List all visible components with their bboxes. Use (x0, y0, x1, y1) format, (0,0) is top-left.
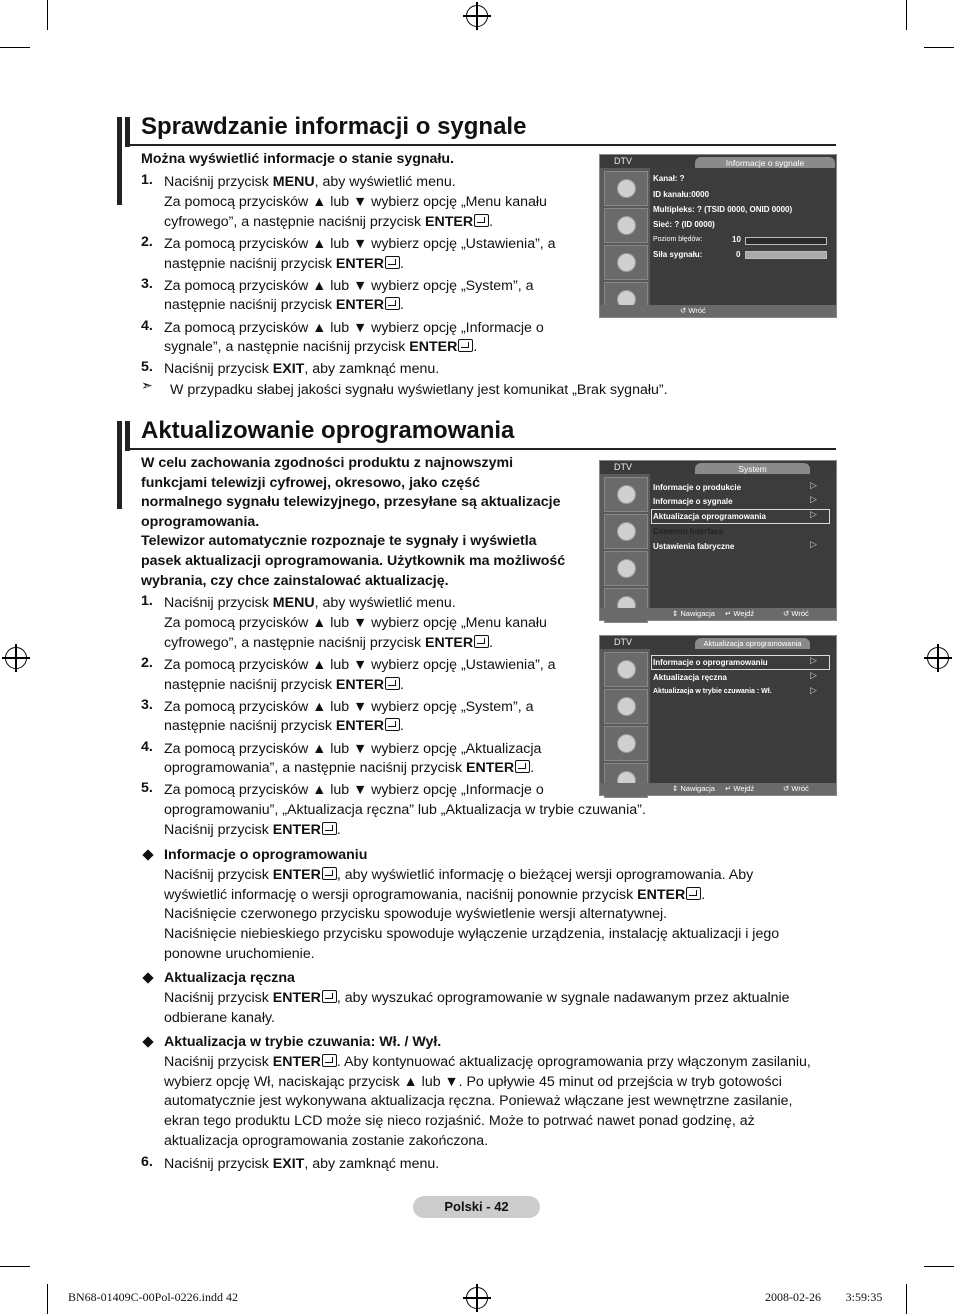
footer-date: 2008-02-26 ￿￿ 3:59:35 (765, 1290, 883, 1304)
key-name: EXIT (272, 361, 305, 378)
crop-mark (47, 1284, 48, 1314)
menu-tab: System (695, 463, 810, 474)
key-name: ENTER (466, 760, 515, 777)
text-line (164, 904, 667, 924)
step-number: 3. (141, 696, 153, 713)
text-span: Naciśnij przycisk (164, 174, 273, 190)
tv-screen-signal-info (599, 154, 837, 318)
crop-mark (906, 0, 907, 30)
back-hint: ↺ Wróć (783, 784, 809, 793)
text-span: Naciśnij przycisk (164, 1053, 273, 1070)
bullet-diamond-icon (142, 1036, 153, 1047)
key-name: ENTER (335, 676, 384, 693)
text-span: Za pomocą przycisków ▲ lub ▼ wybierz opcję „Ustawienia”, a (164, 235, 556, 252)
text-line (164, 885, 705, 905)
text-span: ekran tego produktu LCD może się nieco rozjaśnić. Może to potrwać nawet ponad godzinę, aż (164, 1113, 755, 1130)
footer-file: BN68-01409C-00Pol-0226.indd 42 (68, 1290, 239, 1304)
dtv-label: DTV (614, 637, 632, 647)
text-line (164, 337, 477, 357)
enter-key-icon (322, 990, 337, 1003)
text-span: . (530, 760, 535, 777)
intro-line: W celu zachowania zgodności produktu z najnowszymi (141, 455, 514, 471)
text-span: Naciśnij przycisk (164, 361, 273, 378)
text-span: Za pomocą przycisków ▲ lub ▼ wybierz opcję „Menu kanału (164, 614, 547, 631)
text-span: następnie naciśnij przycisk (164, 297, 336, 314)
arrow-right-icon: ▷ (810, 670, 817, 680)
text-span: oprogramowaniu”, „Aktualizacja ręczna” lub „Aktualizacja w trybie czuwania”. (164, 802, 646, 819)
text-line (164, 254, 404, 274)
enter-key-icon (322, 1054, 337, 1067)
text-span: cyfrowego”, a następnie naciśnij przycisk (164, 213, 426, 230)
key-name: ENTER (425, 634, 474, 651)
text-span: Naciśnij przycisk (164, 1156, 273, 1172)
text-span: Naciśnij przycisk (164, 866, 273, 883)
key-name: MENU (272, 174, 315, 190)
text-span: , aby wyświetlić menu. (314, 595, 456, 611)
text-span: ponowne uruchomienie. (164, 946, 315, 962)
text-span: Naciśnij przycisk (164, 989, 273, 1006)
channel-icon (604, 171, 648, 206)
page-number: Polski - 42 (413, 1196, 540, 1218)
menu-item[interactable]: Informacje o sygnale (653, 497, 733, 506)
text-line (164, 295, 404, 315)
text-span: następnie naciśnij przycisk (164, 255, 336, 272)
step-number: 1. (141, 172, 153, 188)
registration-mark-icon (5, 647, 27, 669)
back-hint: ↺ Wróć (680, 306, 706, 315)
text-line (164, 1131, 488, 1151)
text-line (164, 800, 646, 820)
signal-strength-value: 0 (736, 250, 741, 259)
info-row: Multipleks: ? (TSID 0000, ONID 0000) (653, 205, 793, 214)
text-span: następnie naciśnij przycisk (164, 718, 336, 735)
enter-key-icon (322, 867, 337, 880)
setup-icon (604, 726, 648, 761)
text-span: . (400, 676, 404, 693)
text-line (164, 276, 534, 296)
step-number: 2. (141, 233, 153, 250)
key-name: ENTER (335, 718, 384, 735)
arrow-right-icon: ▷ (810, 655, 817, 665)
key-name: ENTER (335, 255, 384, 272)
channel-icon (604, 652, 648, 687)
key-name: ENTER (272, 989, 321, 1006)
key-name: ENTER (409, 339, 458, 356)
setup-icon (604, 245, 648, 280)
menu-item[interactable]: Informacje o oprogramowaniu (653, 658, 768, 667)
text-span: Za pomocą przycisków ▲ lub ▼ wybierz opcję „Aktualizacja (164, 740, 542, 757)
heading-bar (125, 421, 130, 451)
text-line (164, 865, 753, 885)
text-span: cyfrowego”, a następnie naciśnij przycisk (164, 634, 426, 651)
key-name: ENTER (335, 297, 384, 314)
text-line (164, 192, 547, 212)
arrow-right-icon: ▷ (810, 685, 817, 695)
back-hint: ↺ Wróć (783, 609, 809, 618)
text-line (164, 172, 456, 192)
tv-screen-software-update (599, 635, 837, 796)
text-line (164, 1111, 755, 1131)
enter-key-icon (515, 760, 530, 773)
menu-item[interactable]: Aktualizacja w trybie czuwania : Wł. (653, 688, 772, 695)
text-span: . (336, 822, 341, 838)
text-span: Naciśnięcie czerwonego przycisku spowoduje wyświetlenie wersji alternatywnej. (164, 906, 668, 923)
text-span: . (473, 339, 478, 356)
text-line (164, 820, 341, 840)
text-span: oprogramowania”, a następnie naciśnij przycisk (164, 760, 467, 777)
section-title: Aktualizowanie oprogramowania (141, 417, 515, 444)
arrow-right-icon: ▷ (810, 539, 817, 549)
text-span: Za pomocą przycisków ▲ lub ▼ wybierz opcję „System”, a (164, 698, 534, 715)
step-number: 4. (141, 317, 153, 334)
text-span: Za pomocą przycisków ▲ lub ▼ wybierz opcję „Informacje o (164, 319, 544, 336)
text-span: , aby wyświetlić informację o bieżącej wersji oprogramowania. Aby (336, 866, 754, 883)
text-line (164, 1008, 275, 1028)
text-span: Naciśnij przycisk (164, 595, 273, 611)
bullet-diamond-icon (142, 849, 153, 860)
text-line (164, 1072, 782, 1092)
enter-key-icon (474, 635, 489, 648)
text-line (164, 318, 544, 338)
bullet-title: Aktualizacja w trybie czuwania: Wł. / Wył. (164, 1034, 442, 1050)
intro-line: oprogramowania. (141, 513, 260, 530)
enter-key-icon (686, 887, 701, 900)
intro-line: normalnego sygnału telewizyjnego, przesyłane są aktualizacje (141, 494, 561, 511)
intro-line: funkcjami telewizji cyfrowej, okresowo, jako część (141, 474, 481, 491)
key-name: ENTER (425, 213, 474, 230)
text-span: . (400, 255, 404, 272)
text-span: wyświetlić informację o wersji oprogramowania, naciśnij ponownie przycisk (164, 886, 638, 903)
text-span: , aby wyszukać oprogramowanie w sygnale nadawanym przez aktualnie (336, 989, 790, 1006)
crop-mark (47, 0, 48, 30)
step-number: 4. (141, 738, 153, 755)
text-line (164, 988, 790, 1008)
text-span: aktualizacja oprogramowania zostanie zakończona. (164, 1133, 489, 1149)
key-name: ENTER (272, 1053, 321, 1070)
enter-key-icon (385, 256, 400, 269)
menu-tab: Aktualizacja oprogramowania (695, 638, 810, 649)
section-title: Sprawdzanie informacji o sygnale (141, 113, 527, 140)
menu-item[interactable]: Informacje o produkcie (653, 483, 742, 492)
enter-key-icon (474, 214, 489, 227)
enter-key-icon (322, 822, 337, 835)
step-number: 3. (141, 275, 153, 292)
registration-mark-icon (466, 1287, 488, 1309)
channel-icon (604, 477, 648, 512)
text-span: . (489, 213, 494, 230)
arrow-right-icon: ▷ (810, 480, 817, 490)
enter-key-icon (385, 677, 400, 690)
setup-icon (604, 551, 648, 586)
text-span: , aby zamknąć menu. (304, 361, 440, 378)
text-line (164, 924, 779, 944)
menu-tab: Informacje o sygnale (695, 157, 835, 168)
picture-icon (604, 689, 648, 724)
text-line (164, 655, 556, 675)
text-line (164, 697, 534, 717)
registration-mark-icon (466, 5, 488, 27)
step-number: 1. (141, 593, 153, 609)
enter-hint: ↵ Wejdź (725, 784, 755, 793)
dtv-label: DTV (614, 462, 632, 472)
text-span: Za pomocą przycisków ▲ lub ▼ wybierz opcję „Ustawienia”, a (164, 656, 556, 673)
text-line (164, 593, 456, 613)
text-line (164, 359, 439, 379)
heading-bar (117, 421, 122, 509)
bullet-title: Aktualizacja ręczna (164, 970, 295, 986)
arrow-right-icon: ▷ (810, 509, 817, 519)
info-row: Kanał: ? (653, 174, 685, 183)
bullet-diamond-icon (142, 972, 153, 983)
text-line (164, 758, 534, 778)
enter-hint: ↵ Wejdź (725, 609, 755, 618)
heading-rule (130, 448, 836, 450)
text-span: automatycznie jest wykonywana aktualizacja ręczna. Ponieważ włączane jest wewnętrzne zasilanie, (164, 1093, 793, 1110)
signal-strength-bar (745, 251, 827, 259)
text-span: Za pomocą przycisków ▲ lub ▼ wybierz opcję „System”, a (164, 277, 534, 294)
text-span: . (400, 297, 404, 314)
text-span: Naciśnięcie niebieskiego przycisku spowoduje wyłączenie urządzenia, instalację aktualizacji i jego (164, 926, 780, 943)
text-span: , aby zamknąć menu. (304, 1156, 440, 1172)
key-name: ENTER (272, 822, 321, 838)
note-text: W przypadku słabej jakości sygnału wyświetlany jest komunikat „Brak sygnału”. (170, 382, 668, 398)
crop-mark (0, 47, 30, 48)
enter-key-icon (458, 339, 473, 352)
text-span: Za pomocą przycisków ▲ lub ▼ wybierz opcję „Informacje o (164, 782, 544, 799)
arrow-right-icon: ▷ (810, 494, 817, 504)
text-line (164, 944, 315, 964)
intro-line: Telewizor automatycznie rozpoznaje te sygnały i wyświetla (141, 533, 537, 550)
text-span: wybierz opcję Wł, naciskając przycisk ▲ lub ▼. Po upływie 45 minut od przejścia w tryb gotowości (164, 1073, 782, 1090)
text-line (164, 212, 493, 232)
registration-mark-icon (927, 647, 949, 669)
section-intro: Można wyświetlić informacje o stanie sygnału. (141, 151, 454, 167)
tv-screen-system (599, 460, 837, 621)
key-name: ENTER (272, 866, 321, 883)
key-name: MENU (272, 595, 315, 611)
info-row: ID kanału:0000 (653, 190, 710, 199)
crop-mark (924, 47, 954, 48)
text-span: . (701, 886, 706, 903)
error-level-label: Poziom błędów: (653, 236, 703, 243)
text-line (164, 1154, 439, 1174)
text-line (164, 1091, 793, 1111)
signal-strength-label: Siła sygnału: (653, 250, 703, 259)
intro-line: pasek aktualizacji oprogramowania. Użytkownik ma możliwość (141, 553, 566, 569)
text-line (164, 613, 547, 633)
info-row: Sieć: ? (ID 0000) (653, 220, 715, 229)
enter-key-icon (385, 297, 400, 310)
text-line (164, 780, 544, 800)
step-number: 6. (141, 1154, 153, 1170)
step-number: 5. (141, 780, 153, 797)
text-span: następnie naciśnij przycisk (164, 676, 336, 693)
text-span: Za pomocą przycisków ▲ lub ▼ wybierz opcję „Menu kanału (164, 193, 547, 210)
text-span: . (400, 718, 404, 735)
heading-rule (130, 144, 836, 146)
crop-mark (924, 1266, 954, 1267)
dtv-label: DTV (614, 156, 632, 166)
text-line (164, 716, 404, 736)
intro-line: wybrania, czy chce zainstalować aktualizację. (141, 572, 449, 589)
text-span: . Aby kontynuować aktualizację oprogramowania przy włączonym zasilaniu, (336, 1053, 811, 1070)
step-number: 5. (141, 359, 153, 376)
text-span: . (489, 634, 494, 651)
text-line (164, 234, 556, 254)
picture-icon (604, 514, 648, 549)
bullet-title: Informacje o oprogramowaniu (164, 847, 368, 863)
text-line (164, 633, 493, 653)
nav-hint: ⇕ Nawigacja (672, 609, 715, 618)
error-level-bar (745, 237, 827, 245)
menu-item[interactable]: Aktualizacja ręczna (653, 673, 727, 682)
picture-icon (604, 208, 648, 243)
text-span: odbierane kanały. (164, 1009, 275, 1026)
text-span: Naciśnij przycisk (164, 822, 273, 838)
text-line (164, 1052, 811, 1072)
step-number: 2. (141, 654, 153, 671)
text-line (164, 675, 404, 695)
text-span: sygnale”, a następnie naciśnij przycisk (164, 339, 410, 356)
menu-item[interactable]: Common Interface (653, 527, 724, 536)
key-name: EXIT (272, 1156, 305, 1172)
error-level-value: 10 (732, 235, 741, 244)
menu-item[interactable]: Ustawienia fabryczne (653, 542, 735, 551)
enter-key-icon (385, 718, 400, 731)
key-name: ENTER (637, 886, 686, 903)
crop-mark (0, 1266, 30, 1267)
crop-mark (906, 1284, 907, 1314)
heading-bar (125, 117, 130, 147)
text-span: , aby wyświetlić menu. (314, 174, 456, 190)
note-arrow-icon: ➣ (141, 377, 153, 393)
text-line (164, 739, 541, 759)
heading-bar (117, 117, 122, 205)
menu-item[interactable]: Aktualizacja oprogramowania (653, 512, 766, 521)
nav-hint: ⇕ Nawigacja (672, 784, 715, 793)
